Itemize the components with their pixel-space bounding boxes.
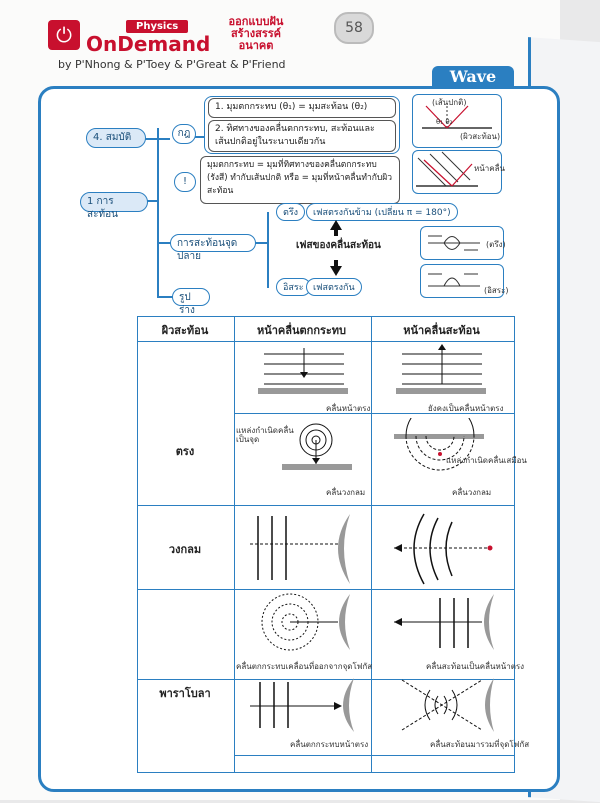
col-header-incident: หน้าคลื่นตกกระทบ — [256, 324, 347, 337]
connector — [267, 212, 269, 288]
power-logo-icon: ⏻ — [48, 20, 80, 50]
free-tag: (อิสระ) — [484, 286, 509, 295]
caption-7: คลื่นตกกระทบหน้าตรง — [290, 740, 369, 749]
caption-2: ยังคงเป็นคลื่นหน้าตรง — [428, 404, 504, 413]
reflection-rays-diagram — [412, 94, 502, 148]
row-label-parabola: พาราโบลา — [159, 687, 211, 700]
row-label-straight: ตรง — [175, 445, 195, 458]
source-label-2: แหล่งกำเนิดคลื่นเสมือน — [446, 456, 527, 465]
caption-3: คลื่นวงกลม — [326, 488, 366, 497]
svg-text:θ₁ θ₂: θ₁ θ₂ — [436, 118, 453, 126]
parabola-focus-diagram — [390, 676, 502, 734]
page-header — [48, 10, 548, 72]
subtopic-node: 1 การสะท้อน — [80, 192, 148, 212]
connector — [157, 296, 173, 298]
parabola-incident-diagram — [250, 592, 360, 654]
end-reflection-node: การสะท้อนจุดปลาย — [170, 234, 256, 252]
slogan: ออกแบบฝัน สร้างสรรค์ อนาคต — [228, 15, 284, 52]
virtual-source-diagram — [390, 418, 494, 482]
caption-6: คลื่นสะท้อนเป็นคลื่นหน้าตรง — [426, 662, 525, 671]
parabola-reflected-diagram — [390, 592, 500, 654]
fixed-phase-label: เฟสตรงกันข้าม (เปลี่ยน π = 180°) — [306, 203, 458, 221]
page-number: 58 — [334, 12, 374, 44]
fixed-end-label: ตรึง — [276, 203, 305, 221]
wavefront-lines-diagram — [412, 150, 482, 194]
normal-label: (เส้นปกติ) — [432, 98, 467, 107]
connector — [255, 242, 267, 244]
col-header-surface: ผิวสะท้อน — [161, 324, 209, 337]
caption-5: คลื่นตกกระทบเคลื่อนที่ออกจากจุดโฟกัส — [236, 662, 373, 671]
wavefront-label: หน้าคลื่น — [474, 164, 505, 173]
subject-tag: Physics — [126, 20, 188, 33]
rule-node: กฎ — [172, 124, 196, 144]
col-header-reflected: หน้าคลื่นสะท้อน — [403, 324, 480, 337]
fixed-tag: (ตรึง) — [486, 240, 506, 249]
straight-reflected-diagram — [388, 342, 492, 398]
brand-name: OnDemand — [86, 32, 211, 56]
section-tab: Wave — [432, 66, 514, 88]
authors: by P'Nhong & P'Toey & P'Great & P'Friend — [58, 58, 286, 71]
rule-2: 2. ทิศทางของคลื่นตกกระทบ, สะท้อนและเส้นปกติอยู่ในระนาบเดียวกัน — [208, 120, 396, 152]
fixed-pulse-diagram — [420, 226, 484, 260]
topic-node: 4. สมบัติ — [86, 128, 146, 148]
circle-reflected-diagram — [390, 508, 502, 588]
note-node: ! — [174, 172, 196, 192]
caption-1: คลื่นหน้าตรง — [326, 404, 371, 413]
phase-arrows-icon — [326, 218, 346, 278]
phase-title: เฟสของคลื่นสะท้อน — [296, 240, 381, 251]
row-label-circle: วงกลม — [168, 543, 202, 556]
source-label-1: แหล่งกำเนิดคลื่นเป็นจุด — [236, 426, 294, 444]
free-end-label: อิสระ — [276, 278, 311, 296]
straight-incident-diagram — [250, 346, 354, 398]
caption-4: คลื่นวงกลม — [452, 488, 492, 497]
caption-8: คลื่นสะท้อนมารวมที่จุดโฟกัส — [430, 740, 530, 749]
surface-label: (ผิวสะท้อน) — [460, 132, 501, 141]
free-phase-label: เฟสตรงกัน — [306, 278, 362, 296]
circle-incident-diagram — [250, 508, 360, 588]
connector — [142, 138, 170, 140]
shape-node: รูปร่าง — [172, 288, 210, 306]
free-pulse-diagram — [420, 264, 484, 298]
connector — [157, 128, 159, 298]
rule-1: 1. มุมตกกระทบ (θ₁) = มุมสะท้อน (θ₂) — [208, 98, 396, 118]
parabola-plane-incident-diagram — [250, 676, 360, 734]
note-text: มุมตกกระทบ = มุมที่ทิศทางของคลื่นตกกระทบ (รังสี) ทำกับเส้นปกติ หรือ = มุมที่หน้าคลื่นทำกับผิวสะท้อน — [200, 156, 400, 204]
